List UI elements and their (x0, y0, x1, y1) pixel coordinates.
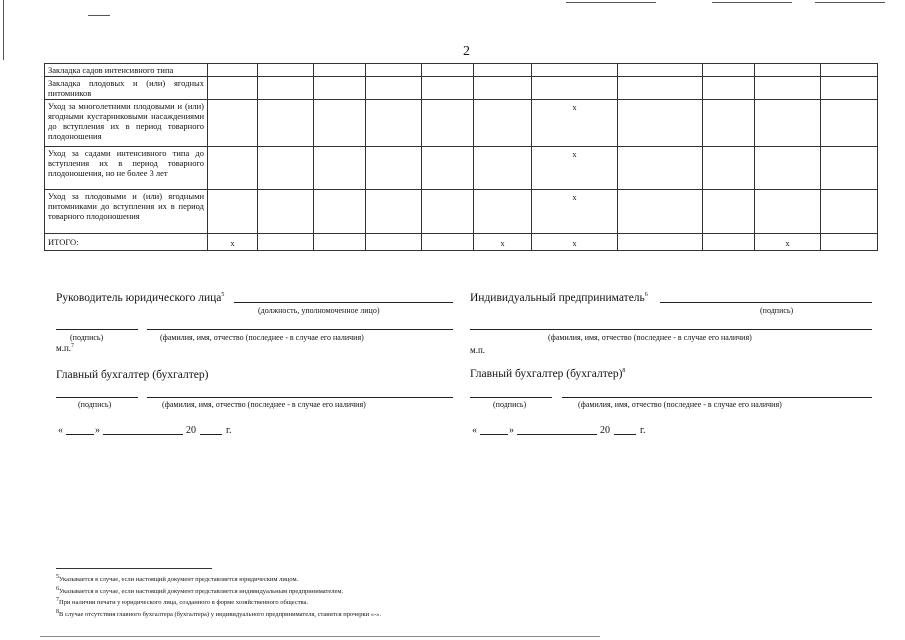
table-cell (422, 190, 474, 234)
table-cell: х (532, 190, 618, 234)
position-line[interactable] (234, 302, 453, 303)
footnote-ref: 6 (644, 292, 648, 299)
table-cell (366, 147, 422, 190)
row-label: Уход за садами интенсивного типа до вступления их в период товарного плодоношения, но не более 3 лет (45, 147, 208, 190)
table-cell (821, 77, 878, 100)
footnote-number: 5 (56, 574, 59, 580)
position-caption: (должность, уполномоченное лицо) (258, 306, 380, 315)
footnote-separator (56, 568, 212, 569)
signature-line[interactable] (56, 329, 138, 330)
table-cell (422, 147, 474, 190)
ip-date-open-quote: « (472, 425, 477, 436)
ip-date-day-line[interactable] (480, 434, 508, 435)
accountant-signature-caption: (подпись) (78, 400, 112, 409)
fio-line[interactable] (147, 329, 453, 330)
table-cell (258, 234, 314, 251)
row-label: Уход за многолетними плодовыми и (или) ягодными кустарниковыми насаждениями до вступления их в период товарного плодоношения (45, 100, 208, 147)
table-row (45, 64, 878, 77)
ip-date-year-line[interactable] (614, 434, 636, 435)
table-cell (821, 190, 878, 234)
footnote-item (56, 596, 756, 608)
scan-artifact (566, 2, 656, 3)
table-cell (258, 77, 314, 100)
table-cell (366, 77, 422, 100)
row-label: Закладка садов интенсивного типа (45, 64, 208, 77)
ip-fio-line[interactable] (470, 329, 872, 330)
ip-accountant-fio-line[interactable] (562, 397, 872, 398)
accountant-title: Главный бухгалтер (бухгалтер) (56, 369, 209, 381)
ip-stamp-label: м.п. (470, 345, 486, 355)
scan-artifact (712, 2, 792, 3)
table-cell: х (532, 100, 618, 147)
footnote-number: 8 (56, 608, 59, 615)
scan-artifact (88, 15, 110, 16)
table-row (45, 190, 878, 234)
table-cell (618, 234, 703, 251)
table-cell (258, 190, 314, 234)
table-cell (703, 190, 755, 234)
footnote-text: Указывается в случае, если настоящий документ представляется юридическим лицом. (59, 576, 299, 584)
ip-title (470, 292, 648, 304)
table-cell (208, 100, 258, 147)
ip-accountant-fio-caption: (фамилия, имя, отчество (последнее - в случае его наличия) (578, 400, 782, 409)
table-cell (703, 100, 755, 147)
date-day-line[interactable] (66, 434, 94, 435)
table-row (45, 100, 878, 147)
table-cell (821, 64, 878, 77)
table-cell (258, 100, 314, 147)
table-cell (821, 234, 878, 251)
ip-accountant-title-text: Главный бухгалтер (бухгалтер) (470, 368, 623, 380)
footnote-text: Указывается в случае, если настоящий документ представляется индивидуальным предпринимателем. (59, 587, 344, 595)
table-row (45, 77, 878, 100)
fio-caption: (фамилия, имя, отчество (последнее - в случае его наличия) (160, 333, 364, 342)
table-cell (474, 147, 532, 190)
date-month-line[interactable] (103, 434, 183, 435)
table-cell (258, 64, 314, 77)
table-cell (755, 64, 821, 77)
table-cell (618, 147, 703, 190)
table-cell (366, 190, 422, 234)
table-cell (314, 234, 366, 251)
footnote-ref: 7 (71, 343, 75, 349)
table-cell (366, 234, 422, 251)
table-cell (422, 234, 474, 251)
table-cell (618, 190, 703, 234)
table-cell: х (474, 234, 532, 251)
footnotes (56, 573, 756, 620)
ip-signature-caption: (подпись) (760, 306, 794, 315)
table-cell (618, 77, 703, 100)
stamp-label: м.п. (56, 343, 72, 353)
table-cell (258, 147, 314, 190)
accountant-fio-line[interactable] (147, 397, 453, 398)
table-cell (755, 190, 821, 234)
planting-care-table (44, 63, 878, 251)
footnote-number: 6 (56, 585, 59, 592)
table-row (45, 147, 878, 190)
table-cell (422, 64, 474, 77)
footnote-text: При наличии печати у юридического лица, созданного в форме хозяйственного общества. (59, 599, 309, 607)
table-cell (366, 100, 422, 147)
table-cell (314, 77, 366, 100)
table-cell (532, 77, 618, 100)
table-cell (474, 190, 532, 234)
table-cell: х (532, 234, 618, 251)
table-cell (703, 64, 755, 77)
footnote-text: В случае отсутствия главного бухгалтера (бухгалтера) у индивидуального предпринимателя, ставится прочерки «-». (59, 611, 382, 619)
table-cell (314, 147, 366, 190)
table-cell (208, 77, 258, 100)
table-cell (532, 64, 618, 77)
row-label: ИТОГО: (45, 234, 208, 251)
head-title (56, 292, 224, 304)
table-cell (208, 147, 258, 190)
table-cell (474, 100, 532, 147)
date-year-prefix: 20 (186, 425, 196, 436)
footnote-item (56, 573, 756, 585)
table-cell (755, 147, 821, 190)
head-title-text: Руководитель юридического лица (56, 292, 222, 304)
table-cell (422, 100, 474, 147)
table-cell: х (532, 147, 618, 190)
table-cell (366, 64, 422, 77)
footnote-ref: 5 (221, 292, 225, 299)
table-cell (208, 190, 258, 234)
ip-title-text: Индивидуальный предприниматель (470, 292, 645, 304)
date-open-quote: « (58, 425, 63, 436)
ip-accountant-title (470, 368, 625, 380)
table-cell (314, 64, 366, 77)
scan-artifact (815, 2, 885, 3)
row-label: Уход за плодовыми и (или) ягодными питомниками до вступления их в период товарного плодоношения (45, 190, 208, 234)
ip-date-month-line[interactable] (517, 434, 597, 435)
date-year-line[interactable] (200, 434, 222, 435)
ip-fio-caption: (фамилия, имя, отчество (последнее - в случае его наличия) (548, 333, 752, 342)
date-close-quote: » (95, 425, 100, 436)
table-cell (755, 100, 821, 147)
scan-artifact (3, 0, 4, 60)
ip-date-suffix: г. (640, 425, 646, 436)
table-row (45, 234, 878, 251)
table-cell (314, 190, 366, 234)
stamp-place (56, 343, 74, 353)
table-cell (474, 64, 532, 77)
accountant-fio-caption: (фамилия, имя, отчество (последнее - в случае его наличия) (162, 400, 366, 409)
accountant-signature-line[interactable] (56, 397, 138, 398)
table-cell: х (755, 234, 821, 251)
table-cell (314, 100, 366, 147)
table-cell (618, 64, 703, 77)
ip-date-close-quote: » (509, 425, 514, 436)
footnote-item (56, 585, 756, 597)
table-cell (618, 100, 703, 147)
table-cell (208, 64, 258, 77)
ip-signature-line[interactable] (660, 302, 872, 303)
table-cell (703, 234, 755, 251)
table-cell (755, 77, 821, 100)
date-suffix: г. (226, 425, 232, 436)
table-cell (422, 77, 474, 100)
ip-accountant-signature-line[interactable] (470, 397, 552, 398)
row-label: Закладка плодовых и (или) ягодных питомников (45, 77, 208, 100)
page-number: 2 (463, 44, 470, 59)
table-cell (821, 147, 878, 190)
footnote-item (56, 608, 756, 620)
ip-accountant-signature-caption: (подпись) (493, 400, 527, 409)
table-cell (703, 77, 755, 100)
ip-date-year-prefix: 20 (600, 425, 610, 436)
table-cell (821, 100, 878, 147)
table-cell (474, 77, 532, 100)
table-cell (703, 147, 755, 190)
scan-artifact (40, 636, 600, 637)
footnote-number: 7 (56, 597, 59, 604)
signature-caption: (подпись) (70, 333, 104, 342)
table-cell: х (208, 234, 258, 251)
footnote-ref: 8 (622, 368, 626, 375)
